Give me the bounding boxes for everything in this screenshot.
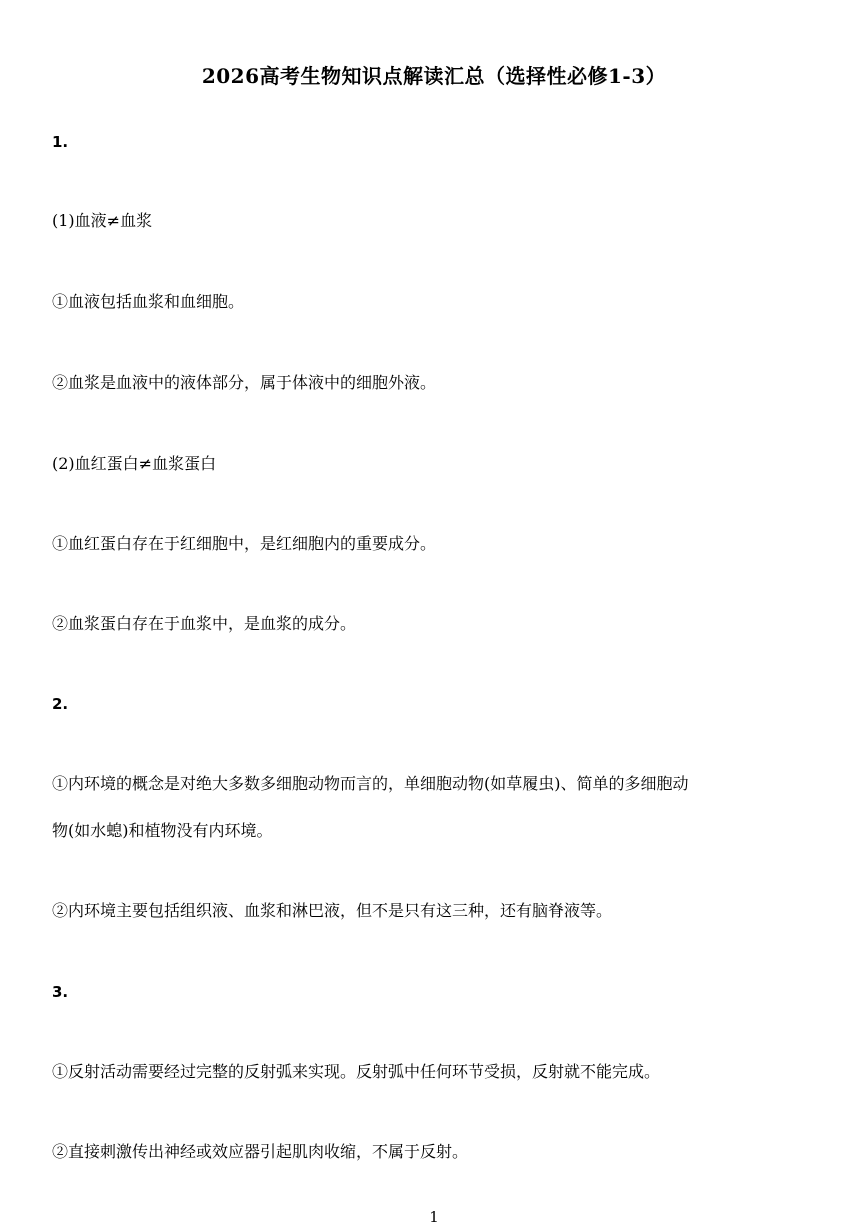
page-number: 1 — [429, 1208, 439, 1226]
paragraph-line: ②血浆蛋白存在于血浆中，是血浆的成分。 — [52, 614, 357, 633]
paragraph-line: ①内环境的概念是对绝大多数多细胞动物而言的，单细胞动物(如草履虫)、简单的多细胞动 — [52, 774, 689, 793]
paragraph-line: ②血浆是血液中的液体部分，属于体液中的细胞外液。 — [52, 373, 437, 392]
section-number: 1. — [52, 133, 69, 151]
paragraph-line: ①血液包括血浆和血细胞。 — [52, 292, 245, 311]
subheading: (1)血液≠血浆 — [52, 211, 153, 230]
paragraph-line: ②直接刺激传出神经或效应器引起肌肉收缩，不属于反射。 — [52, 1142, 469, 1161]
paragraph-line: ②内环境主要包括组织液、血浆和淋巴液，但不是只有这三种，还有脑脊液等。 — [52, 901, 613, 920]
document-title: 2026高考生物知识点解读汇总（选择性必修1-3） — [201, 64, 667, 88]
paragraph-line: ①反射活动需要经过完整的反射弧来实现。反射弧中任何环节受损，反射就不能完成。 — [52, 1062, 661, 1081]
section-number: 3. — [52, 983, 69, 1001]
section-number: 2. — [52, 695, 69, 713]
paragraph-line: ①血红蛋白存在于红细胞中，是红细胞内的重要成分。 — [52, 534, 437, 553]
paragraph-line: 物(如水螅)和植物没有内环境。 — [52, 821, 273, 840]
subheading: (2)血红蛋白≠血浆蛋白 — [52, 454, 217, 473]
